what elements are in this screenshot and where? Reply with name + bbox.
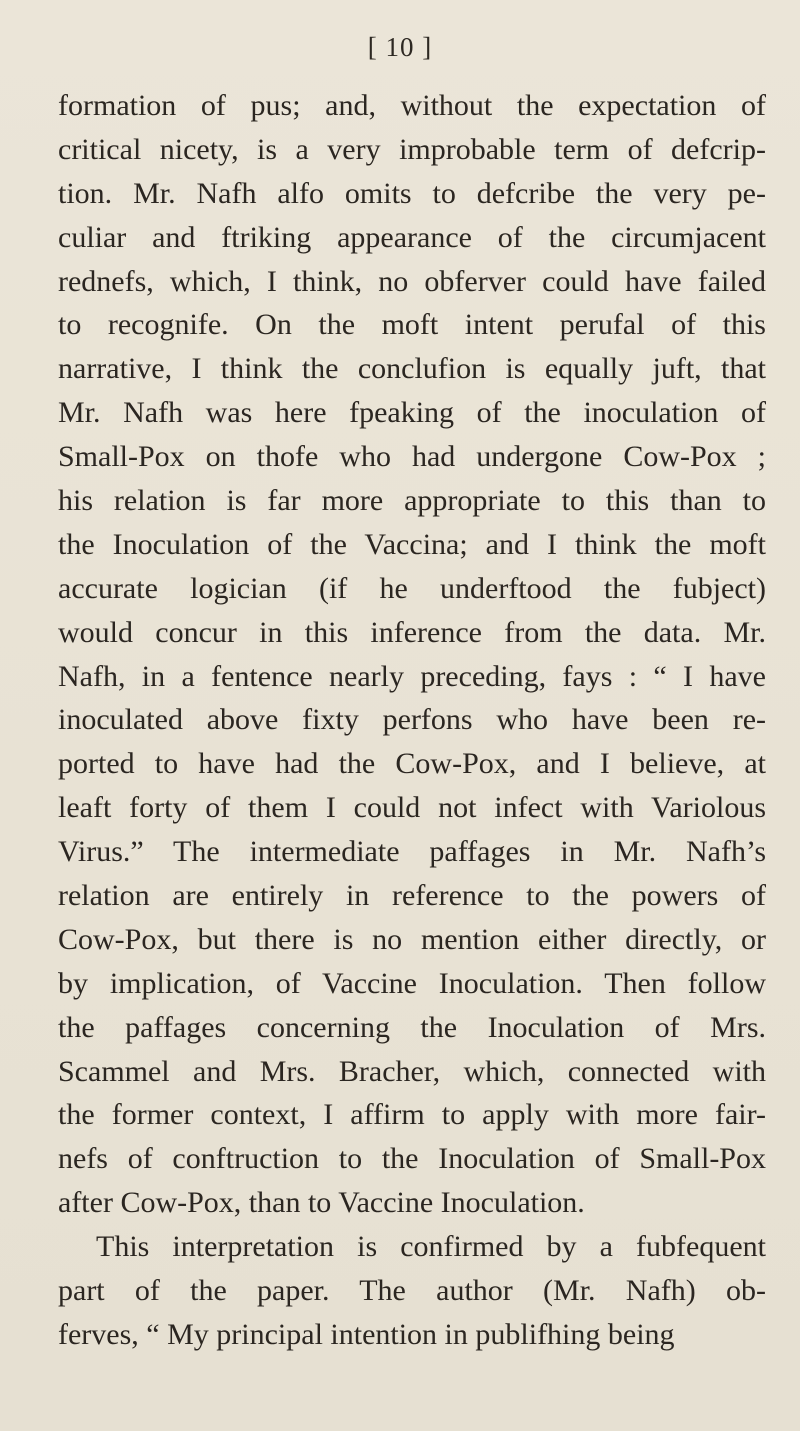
text-line: ferves, “ My principal intention in publifhing being	[58, 1317, 675, 1351]
text-line: formation of pus; and, without the expectation of	[58, 89, 766, 122]
text-line: inoculated above fixty perfons who have been re-	[58, 703, 766, 737]
text-line: culiar and ftriking appearance of the circumjacent	[58, 220, 766, 254]
text-line: This interpretation is confirmed by a fubfequent	[96, 1230, 766, 1264]
text-line: Cow-Pox, but there is no mention either directly, or	[58, 922, 766, 956]
text-line: Mr. Nafh was here fpeaking of the inoculation of	[58, 396, 766, 430]
text-line: narrative, I think the conclufion is equally juft, that	[58, 352, 766, 386]
text-line: nefs of conftruction to the Inoculation of Small-Pox	[58, 1142, 766, 1176]
text-line: by implication, of Vaccine Inoculation. Then follow	[58, 966, 766, 1000]
text-line: after Cow-Pox, than to Vaccine Inoculation.	[58, 1186, 585, 1220]
text-line: rednefs, which, I think, no obferver could have failed	[58, 264, 766, 298]
page-number: [ 10 ]	[367, 32, 433, 62]
text-line: Scammel and Mrs. Bracher, which, connected with	[58, 1054, 766, 1088]
text-line: the paffages concerning the Inoculation of Mrs.	[58, 1010, 766, 1044]
text-line: Virus.” The intermediate paffages in Mr. Nafh’s	[58, 835, 766, 869]
text-line: Small-Pox on thofe who had undergone Cow-Pox ;	[58, 440, 766, 474]
text-line: relation are entirely in reference to the powers of	[58, 879, 766, 913]
text-line: leaft forty of them I could not infect with Variolous	[58, 791, 766, 825]
text-line: to recognife. On the moft intent perufal of this	[58, 308, 766, 342]
text-line: ported to have had the Cow-Pox, and I believe, at	[58, 747, 766, 781]
body-text	[58, 84, 766, 1357]
text-line: tion. Mr. Nafh alfo omits to defcribe the very pe-	[58, 176, 766, 210]
text-line: accurate logician (if he underftood the fubject)	[58, 571, 766, 605]
text-line: Nafh, in a fentence nearly preceding, fays : “ I have	[58, 659, 766, 693]
text-line: critical nicety, is a very improbable term of defcrip-	[58, 132, 766, 166]
text-line: part of the paper. The author (Mr. Nafh) ob-	[58, 1274, 766, 1308]
text-line: his relation is far more appropriate to this than to	[58, 484, 766, 518]
text-line: would concur in this inference from the data. Mr.	[58, 615, 766, 649]
text-line: the Inoculation of the Vaccina; and I think the moft	[58, 527, 766, 561]
text-line: the former context, I affirm to apply with more fair-	[58, 1098, 766, 1132]
